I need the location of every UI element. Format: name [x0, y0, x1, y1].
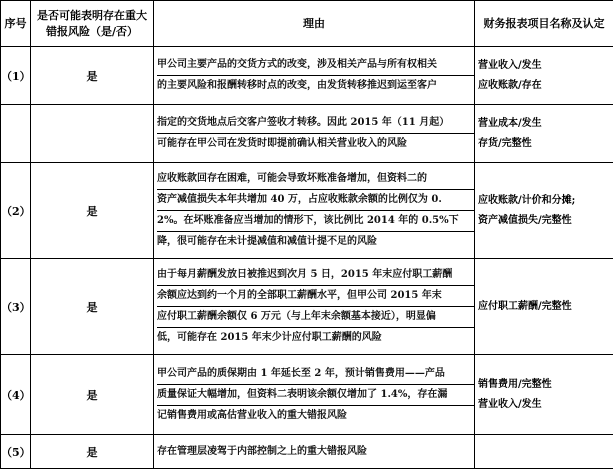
account-line: 营业成本/发生 [478, 114, 613, 134]
table-header-row [1, 1, 613, 47]
account-cell [475, 105, 613, 163]
reason-line: 2%。在坏账准备应当增加的情形下，该比例比 2014 年的 0.5%下 [157, 211, 474, 232]
header-risk-line2: 错报风险（是/否） [46, 25, 138, 38]
table-row [1, 355, 613, 435]
risk-value: 是 [31, 355, 154, 435]
table-row [1, 163, 613, 259]
account-line: 销售费用/完整性 [478, 375, 613, 395]
reason-line: 可能存在甲公司在发货时即提前确认相关营业收入的风险 [157, 134, 474, 154]
row-number [1, 105, 31, 163]
reason-cell [154, 47, 475, 105]
account-line: 应付职工薪酬/完整性 [478, 297, 613, 317]
reason-line: 应收账款回存在困难，可能会导致坏账准备增加，但资料二的 [157, 169, 474, 190]
header-account: 财务报表项目名称及认定 [475, 1, 613, 47]
reason-line: 由于每月薪酬发放日被推迟到次月 5 日，2015 年末应付职工薪酬 [157, 265, 474, 286]
risk-value: 是 [31, 435, 154, 469]
reason-line: 指定的交货地点后交客户签收才转移。因此 2015 年（11 月起） [157, 113, 474, 134]
account-line: 资产减值损失/完整性 [478, 211, 613, 231]
account-line: 营业收入/发生 [478, 56, 613, 76]
table-row [1, 105, 613, 163]
row-number: （5） [1, 435, 31, 469]
account-cell [475, 355, 613, 435]
reason-line: 存在管理层凌驾于内部控制之上的重大错报风险 [157, 442, 474, 462]
account-line: 应收账款/计价和分摊; [478, 191, 613, 211]
account-line: 应收账款/存在 [478, 76, 613, 96]
header-no: 序号 [1, 1, 31, 47]
table-row [1, 435, 613, 469]
reason-line: 甲公司产品的质保期由 1 年延长至 2 年，预计销售费用——产品 [157, 364, 474, 385]
reason-cell [154, 355, 475, 435]
row-number: （3） [1, 259, 31, 355]
risk-value: 是 [31, 47, 154, 105]
risk-value [31, 105, 154, 163]
reason-cell [154, 105, 475, 163]
account-cell [475, 435, 613, 469]
risk-value: 是 [31, 259, 154, 355]
risk-value: 是 [31, 163, 154, 259]
account-cell [475, 259, 613, 355]
reason-cell [154, 259, 475, 355]
account-cell [475, 47, 613, 105]
table-row [1, 259, 613, 355]
reason-cell [154, 163, 475, 259]
table-row [1, 47, 613, 105]
reason-line: 应付职工薪酬余额仅 6 万元（与上年末余额基本接近），明显偏 [157, 307, 474, 328]
row-number: （2） [1, 163, 31, 259]
reason-cell [154, 435, 475, 469]
reason-line: 的主要风险和报酬转移时点的改变，由发货转移推迟到运至客户 [157, 76, 474, 96]
reason-line: 余额应达到约一个月的全部职工薪酬水平，但甲公司 2015 年末 [157, 286, 474, 307]
header-risk-line1: 是否可能表明存在重大 [37, 9, 147, 22]
reason-line: 甲公司主要产品的交货方式的改变，涉及相关产品与所有权相关 [157, 55, 474, 76]
reason-line: 资产减值损失本年共增加 40 万，占应收账款余额的比例仅为 0. [157, 190, 474, 211]
reason-line: 质量保证大幅增加，但资料二表明该余额仅增加了 1.4%，存在漏 [157, 385, 474, 406]
account-line: 营业收入/发生 [478, 395, 613, 415]
account-line: 存货/完整性 [478, 134, 613, 154]
header-reason: 理由 [154, 1, 475, 47]
header-risk [31, 1, 154, 47]
row-number: （4） [1, 355, 31, 435]
reason-line: 降，很可能存在未计提减值和减值计提不足的风险 [157, 232, 474, 252]
reason-line: 记销售费用或高估营业收入的重大错报风险 [157, 406, 474, 426]
row-number: （1） [1, 47, 31, 105]
account-cell [475, 163, 613, 259]
reason-line: 低，可能存在 2015 年末少计应付职工薪酬的风险 [157, 328, 474, 348]
